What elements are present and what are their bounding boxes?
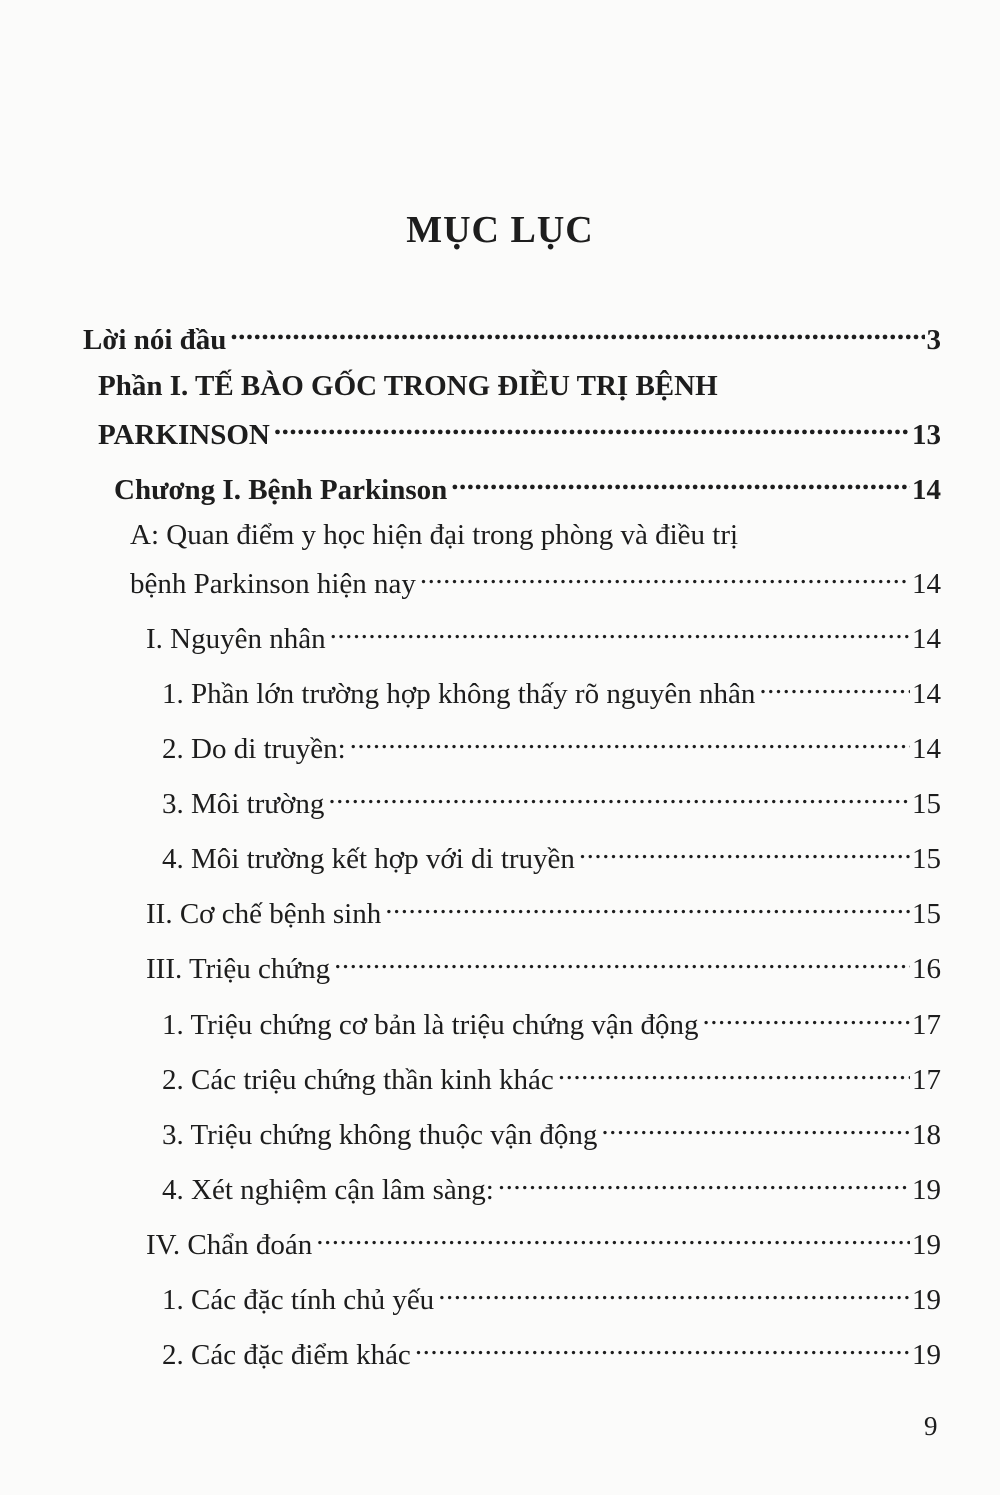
toc-entry-page: 3 — [926, 324, 941, 356]
toc-leader-dots — [385, 885, 910, 923]
toc-entry-page: 14 — [912, 474, 941, 506]
toc-leader-dots — [328, 775, 910, 813]
toc-entry-label: Chương I. Bệnh Parkinson — [114, 474, 448, 506]
toc-leader-dots — [451, 461, 910, 499]
toc-entry-page: 17 — [912, 1064, 941, 1096]
toc-entry-page: 17 — [912, 1009, 941, 1041]
toc-entry-diagnosis[interactable] — [146, 1216, 941, 1264]
toc-entry-label: PARKINSON — [98, 419, 270, 451]
toc-entry-label: 2. Các triệu chứng thần kinh khác — [162, 1064, 554, 1096]
toc-leader-dots — [316, 1216, 910, 1254]
toc-entry-preface[interactable] — [83, 311, 941, 359]
toc-entry-page: 19 — [912, 1229, 941, 1261]
toc-entry-page: 19 — [912, 1284, 941, 1316]
toc-entry-label: I. Nguyên nhân — [146, 623, 326, 655]
toc-entry-label: 3. Môi trường — [162, 788, 325, 820]
toc-leader-dots — [558, 1051, 910, 1089]
toc-entry-item[interactable] — [162, 1161, 941, 1209]
toc-entry-label: 1. Các đặc tính chủ yếu — [162, 1284, 435, 1316]
toc-entry-page: 16 — [912, 953, 941, 985]
toc-entry-chapter1[interactable] — [114, 461, 941, 509]
toc-leader-dots — [330, 610, 910, 648]
toc-entry-item[interactable] — [162, 830, 941, 878]
toc-entry-page: 15 — [912, 788, 941, 820]
toc-entry-item[interactable] — [162, 1271, 941, 1319]
toc-leader-dots — [420, 555, 910, 593]
toc-entry-part1-line1: Phần I. TẾ BÀO GỐC TRONG ĐIỀU TRỊ BỆNH — [98, 370, 718, 402]
toc-entry-item[interactable] — [162, 720, 941, 768]
toc-leader-dots — [230, 311, 924, 349]
toc-entry-label: II. Cơ chế bệnh sinh — [146, 898, 382, 930]
toc-entry-page: 14 — [912, 678, 941, 710]
toc-entry-label: 3. Triệu chứng không thuộc vận động — [162, 1119, 598, 1151]
toc-leader-dots — [579, 830, 910, 868]
toc-entry-page: 14 — [912, 623, 941, 655]
page-title: MỤC LỤC — [406, 209, 594, 251]
toc-leader-dots — [702, 996, 910, 1034]
toc-entry-label: IV. Chẩn đoán — [146, 1229, 313, 1261]
toc-leader-dots — [601, 1106, 910, 1144]
toc-entry-label: 2. Các đặc điểm khác — [162, 1339, 411, 1371]
toc-entry-label: 4. Xét nghiệm cận lâm sàng: — [162, 1174, 494, 1206]
toc-leader-dots — [759, 665, 910, 703]
toc-entry-page: 14 — [912, 568, 941, 600]
toc-entry-part1[interactable] — [98, 406, 941, 454]
toc-entry-label: Lời nói đầu — [83, 324, 227, 356]
toc-entry-page: 15 — [912, 843, 941, 875]
toc-leader-dots — [274, 406, 910, 444]
toc-entry-page: 13 — [912, 419, 941, 451]
toc-entry-label: 1. Phần lớn trường hợp không thấy rõ nguyên nhân — [162, 678, 756, 710]
toc-entry-label: III. Triệu chứng — [146, 953, 331, 985]
toc-leader-dots — [334, 940, 910, 978]
toc-entry-page: 14 — [912, 733, 941, 765]
toc-leader-dots — [498, 1161, 910, 1199]
toc-entry-item[interactable] — [162, 996, 941, 1044]
toc-entry-label: 2. Do di truyền: — [162, 733, 346, 765]
toc-entry-item[interactable] — [162, 665, 941, 713]
toc-entry-label: 4. Môi trường kết hợp với di truyền — [162, 843, 575, 875]
toc-entry-item[interactable] — [162, 1326, 941, 1374]
toc-entry-label: bệnh Parkinson hiện nay — [130, 568, 416, 600]
toc-entry-symptoms[interactable] — [146, 940, 941, 988]
toc-entry-causes[interactable] — [146, 610, 941, 658]
toc-leader-dots — [350, 720, 910, 758]
toc-entry-page: 18 — [912, 1119, 941, 1151]
toc-entry-item[interactable] — [162, 1106, 941, 1154]
toc-entry-item[interactable] — [162, 775, 941, 823]
toc-entry-label: 1. Triệu chứng cơ bản là triệu chứng vận động — [162, 1009, 699, 1041]
toc-entry-page: 19 — [912, 1339, 941, 1371]
toc-entry-section-a[interactable] — [130, 555, 941, 603]
toc-entry-section-a-line1: A: Quan điểm y học hiện đại trong phòng và điều trị — [130, 519, 739, 551]
toc-leader-dots — [438, 1271, 910, 1309]
toc-entry-item[interactable] — [162, 1051, 941, 1099]
toc-leader-dots — [415, 1326, 910, 1364]
page-number: 9 — [924, 1411, 938, 1441]
toc-entry-page: 15 — [912, 898, 941, 930]
toc-entry-page: 19 — [912, 1174, 941, 1206]
toc-entry-pathogenesis[interactable] — [146, 885, 941, 933]
